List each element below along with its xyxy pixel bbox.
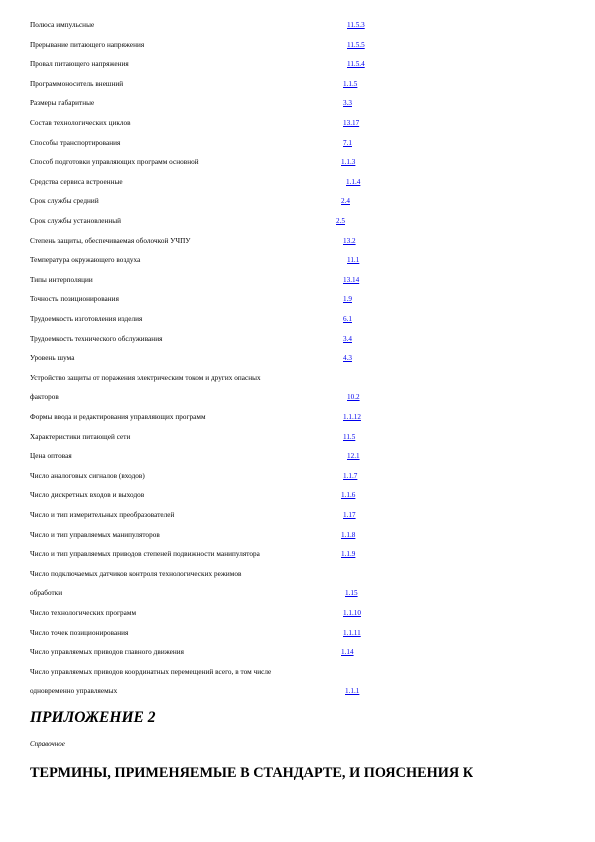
- index-term: Трудоемкость изготовления изделия: [30, 315, 143, 323]
- index-ref-link[interactable]: 10.2: [347, 393, 360, 402]
- index-ref-link[interactable]: 7.1: [343, 138, 352, 147]
- index-ref-link[interactable]: 3.3: [343, 99, 352, 108]
- index-ref-link[interactable]: 1.9: [343, 295, 352, 304]
- index-term: одновременно управляемых: [30, 687, 118, 696]
- index-term: обработки: [30, 589, 63, 598]
- index-ref-link[interactable]: 6.1: [343, 315, 352, 323]
- index-row: [0, 38, 595, 52]
- index-row: [0, 273, 595, 287]
- index-term: Число и тип измерительных преобразователей: [30, 511, 175, 519]
- index-term: Число и тип управляемых приводов степеней подвижности манипулятора: [30, 550, 260, 559]
- index-term: Температура окружающего воздуха: [30, 256, 141, 265]
- index-ref-link[interactable]: 1.17: [343, 511, 356, 519]
- index-ref-link[interactable]: 11.5: [343, 432, 356, 441]
- index-ref-link[interactable]: 3.4: [343, 334, 352, 343]
- index-row: [0, 371, 595, 385]
- index-term: Число дискретных входов и выходов: [30, 491, 145, 500]
- index-ref-link[interactable]: 1.15: [345, 589, 358, 598]
- index-ref-link[interactable]: 1.1.12: [343, 413, 361, 421]
- index-row: [0, 155, 595, 169]
- index-row: [0, 214, 595, 228]
- index-ref-link[interactable]: 1.1.3: [341, 158, 356, 167]
- index-ref-link[interactable]: 1.1.7: [343, 471, 358, 480]
- index-row: [0, 586, 595, 600]
- index-row: [0, 567, 595, 581]
- index-row: [0, 96, 595, 110]
- index-row: [0, 332, 595, 346]
- index-ref-link[interactable]: 11.5.3: [347, 21, 365, 29]
- index-ref-link[interactable]: 1.1.1: [345, 687, 360, 696]
- index-row: [0, 606, 595, 620]
- index-term: Программоноситель внешний: [30, 79, 124, 88]
- index-row: [0, 390, 595, 404]
- index-ref-link[interactable]: 11.5.5: [347, 40, 365, 49]
- index-ref-link[interactable]: 1.1.11: [343, 628, 361, 637]
- index-ref-link[interactable]: 2.4: [341, 197, 350, 206]
- index-term: Число аналоговых сигналов (входов): [30, 471, 145, 480]
- index-term: Уровень шума: [30, 354, 75, 363]
- index-row: [0, 528, 595, 542]
- index-term: факторов: [30, 393, 59, 402]
- index-ref-link[interactable]: 1.1.4: [346, 177, 361, 186]
- index-term: Срок службы средний: [30, 197, 99, 206]
- index-row: [0, 488, 595, 502]
- index-term: Провал питающего напряжения: [30, 60, 129, 69]
- index-row: [0, 57, 595, 71]
- appendix-note: Справочное: [30, 740, 65, 748]
- index-term: Число управляемых приводов главного движения: [30, 648, 185, 657]
- index-row: [0, 626, 595, 640]
- index-row: [0, 449, 595, 463]
- index-term: Число точек позиционирования: [30, 628, 129, 637]
- index-term: Цена оптовая: [30, 452, 72, 461]
- index-row: [0, 136, 595, 150]
- index-term: Степень защиты, обеспечиваемая оболочкой УЧПУ: [30, 236, 191, 245]
- index-term: Формы ввода и редактирования управляющих программ: [30, 413, 206, 421]
- index-row: [0, 194, 595, 208]
- section-heading: ТЕРМИНЫ, ПРИМЕНЯЕМЫЕ В СТАНДАРТЕ, И ПОЯСНЕНИЯ К: [30, 765, 474, 781]
- index-term: Число подключаемых датчиков контроля технологических режимов: [30, 569, 242, 578]
- index-row: [0, 292, 595, 306]
- index-row: [0, 351, 595, 365]
- index-ref-link[interactable]: 1.14: [341, 648, 354, 657]
- appendix-title: ПРИЛОЖЕНИЕ 2: [30, 709, 156, 726]
- index-row: [0, 234, 595, 248]
- index-ref-link[interactable]: 4.3: [343, 354, 352, 363]
- index-ref-link[interactable]: 13.17: [343, 119, 360, 127]
- index-term: Число технологических программ: [30, 609, 137, 617]
- index-term: Точность позиционирования: [30, 295, 119, 304]
- index-row: [0, 77, 595, 91]
- index-row: [0, 116, 595, 130]
- index-ref-link[interactable]: 13.2: [343, 236, 356, 245]
- index-term: Полюса импульсные: [30, 21, 95, 29]
- index-row: [0, 410, 595, 424]
- index-row: [0, 253, 595, 267]
- index-row: [0, 547, 595, 561]
- index-term: Прерывание питающего напряжения: [30, 40, 145, 49]
- index-ref-link[interactable]: 1.1.8: [341, 530, 356, 539]
- index-term: Трудоемкость технического обслуживания: [30, 334, 163, 343]
- index-term: Устройство защиты от поражения электрическим током и других опасных: [30, 373, 261, 382]
- index-term: Способ подготовки управляющих программ основной: [30, 158, 199, 167]
- index-ref-link[interactable]: 1.1.10: [343, 609, 361, 617]
- index-row: [0, 430, 595, 444]
- index-ref-link[interactable]: 11.1: [347, 256, 360, 265]
- index-term: Средства сервиса встроенные: [30, 177, 123, 186]
- index-term: Состав технологических циклов: [30, 119, 131, 127]
- index-term: Срок службы установленный: [30, 217, 122, 225]
- index-row: [0, 645, 595, 659]
- index-ref-link[interactable]: 1.1.6: [341, 491, 356, 500]
- index-ref-link[interactable]: 12.1: [347, 452, 360, 461]
- index-row: [0, 312, 595, 326]
- index-ref-link[interactable]: 11.5.4: [347, 60, 365, 69]
- index-ref-link[interactable]: 2.5: [336, 217, 345, 225]
- index-term: Способы транспортирования: [30, 138, 121, 147]
- index-ref-link[interactable]: 1.1.5: [343, 79, 358, 88]
- index-row: [0, 684, 595, 698]
- index-ref-link[interactable]: 1.1.9: [341, 550, 356, 559]
- index-ref-link[interactable]: 13.14: [343, 275, 360, 284]
- index-row: [0, 508, 595, 522]
- index-row: [0, 469, 595, 483]
- index-row: [0, 665, 595, 679]
- index-row: [0, 175, 595, 189]
- index-term: Число управляемых приводов координатных перемещений всего, в том числе: [30, 667, 272, 676]
- index-term: Число и тип управляемых манипуляторов: [30, 530, 160, 539]
- index-row: [0, 18, 595, 32]
- index-term: Типы интерполяции: [30, 275, 93, 284]
- index-term: Характеристики питающей сети: [30, 432, 131, 441]
- index-term: Размеры габаритные: [30, 99, 95, 108]
